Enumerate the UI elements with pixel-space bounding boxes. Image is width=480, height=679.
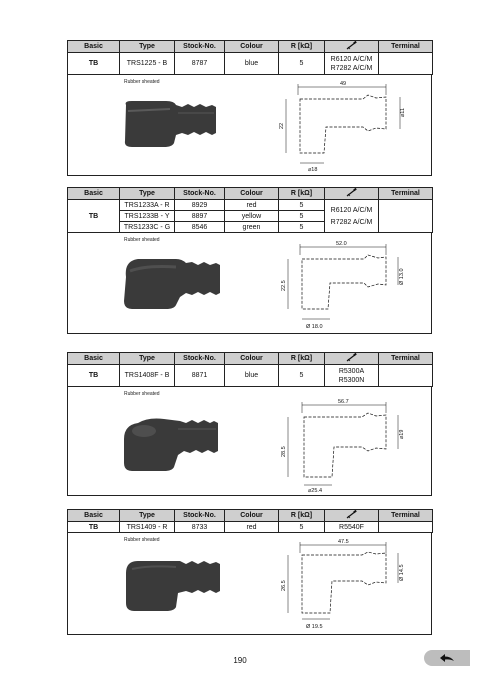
stock-cell: 8546 — [175, 222, 225, 233]
material-caption: Rubber sheated — [124, 79, 160, 85]
plug-model: R5300A — [338, 367, 365, 375]
page-number: 190 — [233, 656, 247, 665]
dimension-drawing — [268, 81, 428, 173]
dim-width: 56.7 — [338, 399, 349, 405]
plug-cell — [325, 53, 379, 75]
header-resistance: R [kΩ] — [279, 510, 325, 522]
type-cell: TRS1409 - R — [120, 522, 175, 533]
type-cell: TRS1233C - G — [120, 222, 175, 233]
basic-cell: TB — [68, 200, 120, 233]
header-colour: Colour — [225, 188, 279, 200]
plug-cell — [325, 522, 379, 533]
plug-model: R5540F — [339, 523, 364, 531]
table-row — [68, 365, 433, 387]
back-arrow-icon — [438, 653, 456, 663]
dim-height: 22 — [279, 122, 285, 129]
spec-table-1 — [67, 40, 433, 75]
resistance-cell: 5 — [279, 522, 325, 533]
plug-model: R6120 A/C/M — [330, 55, 373, 63]
stock-cell: 8897 — [175, 211, 225, 222]
header-resistance: R [kΩ] — [279, 41, 325, 53]
type-cell: TRS1233A - R — [120, 200, 175, 211]
colour-cell: blue — [225, 365, 279, 387]
product-image-area — [67, 533, 432, 635]
plug-model: R5300N — [338, 376, 365, 384]
resistance-cell: 5 — [279, 53, 325, 75]
terminal-cell — [379, 365, 433, 387]
dim-diameter: Ø 13.0 — [399, 268, 405, 285]
header-stock-no: Stock-No. — [175, 188, 225, 200]
dim-bottom: Ø 18.0 — [306, 324, 323, 330]
header-colour: Colour — [225, 353, 279, 365]
product-image-area — [67, 75, 432, 176]
product-block-2 — [67, 187, 432, 334]
product-block-3 — [67, 352, 432, 496]
header-colour: Colour — [225, 510, 279, 522]
dimension-drawing — [268, 539, 428, 631]
dim-diameter: Ø 14.5 — [399, 564, 405, 581]
colour-cell: blue — [225, 53, 279, 75]
back-button[interactable] — [424, 650, 470, 666]
table-row — [68, 200, 433, 211]
table-header — [68, 41, 433, 53]
spark-plug-icon — [325, 188, 379, 200]
table-header — [68, 188, 433, 200]
dim-width: 52.0 — [336, 241, 347, 247]
header-type: Type — [120, 510, 175, 522]
table-row — [68, 522, 433, 533]
spec-table-2 — [67, 187, 433, 233]
basic-cell: TB — [68, 53, 120, 75]
resistance-cell: 5 — [279, 222, 325, 233]
dimension-drawing — [268, 395, 428, 493]
terminal-cell — [379, 522, 433, 533]
material-caption: Rubber sheated — [124, 391, 160, 397]
header-terminal: Terminal — [379, 188, 433, 200]
spec-table-4 — [67, 509, 433, 533]
plug-cell — [325, 365, 379, 387]
terminal-cell — [379, 200, 433, 233]
header-terminal: Terminal — [379, 510, 433, 522]
dim-height: 26.5 — [281, 580, 287, 591]
boot-photo — [118, 409, 230, 475]
spec-table-3 — [67, 352, 433, 387]
stock-cell: 8733 — [175, 522, 225, 533]
colour-cell: red — [225, 522, 279, 533]
stock-cell: 8871 — [175, 365, 225, 387]
basic-cell: TB — [68, 522, 120, 533]
header-stock-no: Stock-No. — [175, 510, 225, 522]
dim-diameter: ⌀19 — [399, 429, 405, 439]
header-stock-no: Stock-No. — [175, 41, 225, 53]
colour-cell: yellow — [225, 211, 279, 222]
dim-bottom: Ø 19.5 — [306, 624, 323, 630]
boot-photo — [120, 551, 228, 615]
spark-plug-icon — [325, 353, 379, 365]
stock-cell: 8929 — [175, 200, 225, 211]
type-cell: TRS1408F - B — [120, 365, 175, 387]
table-row — [68, 53, 433, 75]
header-colour: Colour — [225, 41, 279, 53]
boot-photo — [116, 249, 231, 311]
colour-cell: red — [225, 200, 279, 211]
header-type: Type — [120, 41, 175, 53]
colour-cell: green — [225, 222, 279, 233]
dim-bottom: ⌀18 — [308, 167, 318, 173]
dim-height: 28.5 — [281, 446, 287, 457]
product-image-area — [67, 233, 432, 334]
dim-bottom: ⌀25.4 — [308, 488, 323, 493]
header-terminal: Terminal — [379, 41, 433, 53]
header-stock-no: Stock-No. — [175, 353, 225, 365]
dim-width: 47.5 — [338, 539, 349, 545]
product-block-4 — [67, 509, 432, 635]
header-resistance: R [kΩ] — [279, 188, 325, 200]
terminal-cell — [379, 53, 433, 75]
plug-model: R7282 A/C/M — [330, 218, 373, 226]
header-terminal: Terminal — [379, 353, 433, 365]
resistance-cell: 5 — [279, 200, 325, 211]
product-block-1 — [67, 40, 432, 176]
basic-cell: TB — [68, 365, 120, 387]
material-caption: Rubber sheated — [124, 237, 160, 243]
plug-model: R6120 A/C/M — [330, 206, 373, 214]
table-header — [68, 353, 433, 365]
header-basic: Basic — [68, 188, 120, 200]
type-cell: TRS1225 - B — [120, 53, 175, 75]
header-basic: Basic — [68, 41, 120, 53]
boot-photo — [118, 93, 228, 153]
header-type: Type — [120, 353, 175, 365]
material-caption: Rubber sheated — [124, 537, 160, 543]
type-cell: TRS1233B - Y — [120, 211, 175, 222]
plug-model: R7282 A/C/M — [330, 64, 373, 72]
dimension-drawing — [268, 239, 428, 331]
spark-plug-icon — [325, 41, 379, 53]
stock-cell: 8787 — [175, 53, 225, 75]
table-header — [68, 510, 433, 522]
header-basic: Basic — [68, 353, 120, 365]
dim-height: 22.5 — [281, 280, 287, 291]
product-image-area — [67, 387, 432, 496]
header-basic: Basic — [68, 510, 120, 522]
header-resistance: R [kΩ] — [279, 353, 325, 365]
header-type: Type — [120, 188, 175, 200]
plug-cell — [325, 200, 379, 233]
dim-diameter: ⌀11 — [400, 107, 406, 117]
spark-plug-icon — [325, 510, 379, 522]
resistance-cell: 5 — [279, 211, 325, 222]
resistance-cell: 5 — [279, 365, 325, 387]
dim-width: 49 — [340, 81, 347, 87]
